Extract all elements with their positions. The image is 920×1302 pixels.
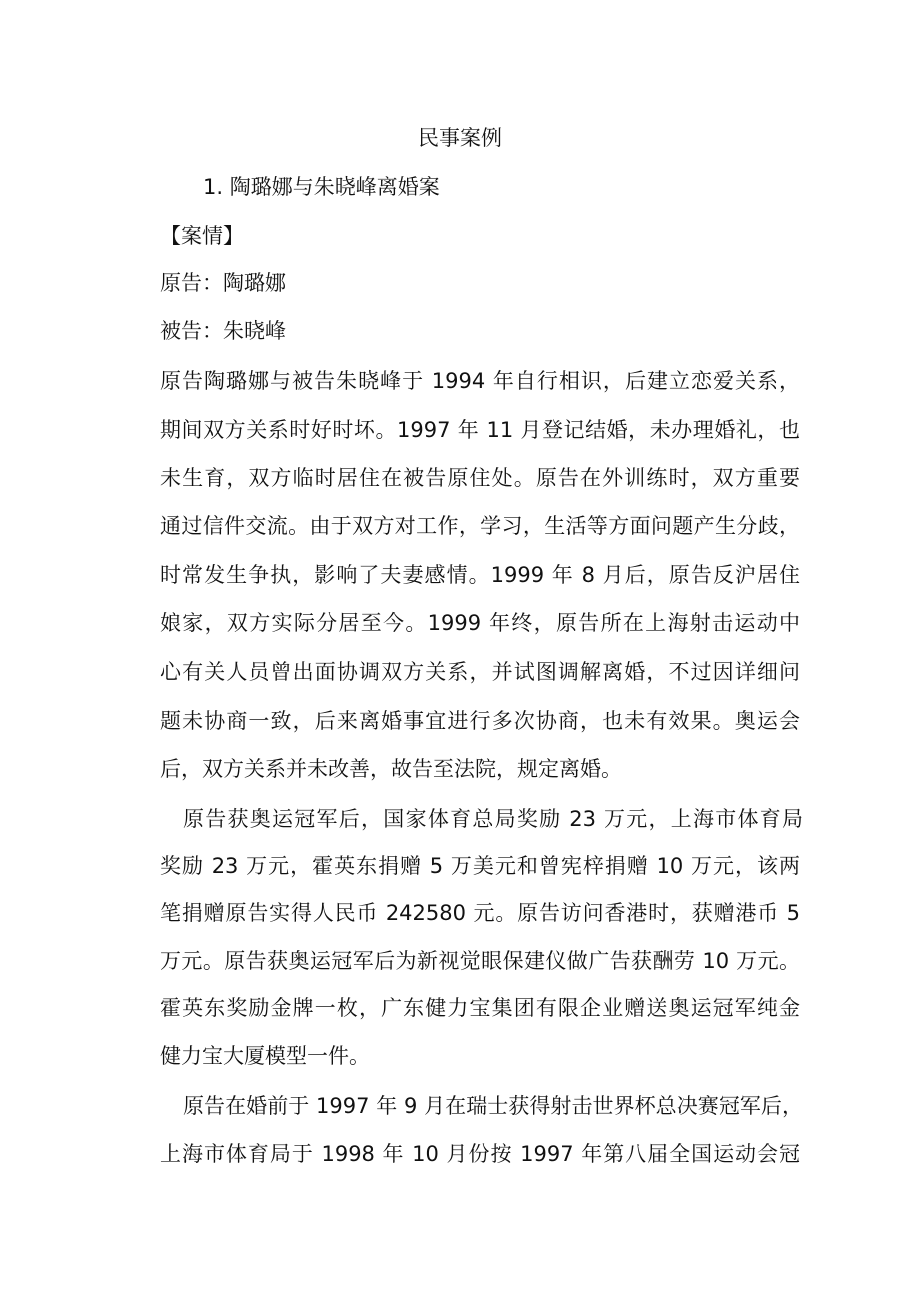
section-label: 【案情】 xyxy=(160,224,244,248)
paragraph-line: 娘家，双方实际分居至今。1999 年终，原告所在上海射击运动中 xyxy=(160,611,800,635)
paragraph-line: 题未协商一致，后来离婚事宜进行多次协商，也未有效果。奥运会 xyxy=(160,709,800,733)
paragraph-line: 原告在婚前于 1997 年 9 月在瑞士获得射击世界杯总决赛冠军后， xyxy=(183,1094,803,1118)
paragraph-line: 后，双方关系并未改善，故告至法院，规定离婚。 xyxy=(160,757,622,781)
paragraph-line: 心有关人员曾出面协调双方关系，并试图调解离婚，不过因详细问 xyxy=(160,660,800,684)
paragraph-line: 奖励 23 万元，霍英东捐赠 5 万美元和曾宪梓捐赠 10 万元，该两 xyxy=(160,854,800,878)
defendant-line: 被告：朱晓峰 xyxy=(160,319,286,343)
document-title: 民事案例 xyxy=(418,126,502,150)
paragraph-line: 原告获奥运冠军后，国家体育总局奖励 23 万元，上海市体育局 xyxy=(183,807,803,831)
paragraph-line: 通过信件交流。由于双方对工作，学习，生活等方面问题产生分歧， xyxy=(160,514,800,538)
paragraph-line: 时常发生争执，影响了夫妻感情。1999 年 8 月后，原告反沪居住 xyxy=(160,563,800,587)
case-heading: 1. 陶璐娜与朱晓峰离婚案 xyxy=(203,175,440,199)
paragraph-line: 霍英东奖励金牌一枚，广东健力宝集团有限企业赠送奥运冠军纯金 xyxy=(160,996,800,1020)
paragraph-line: 期间双方关系时好时坏。1997 年 11 月登记结婚，未办理婚礼，也 xyxy=(160,418,800,442)
paragraph-line: 万元。原告获奥运冠军后为新视觉眼保建仪做广告获酬劳 10 万元。 xyxy=(160,949,800,973)
paragraph-line: 原告陶璐娜与被告朱晓峰于 1994 年自行相识，后建立恋爱关系， xyxy=(160,369,800,393)
paragraph-line: 未生育，双方临时居住在被告原住处。原告在外训练时，双方重要 xyxy=(160,466,800,490)
paragraph-line: 上海市体育局于 1998 年 10 月份按 1997 年第八届全国运动会冠 xyxy=(160,1142,800,1166)
paragraph-line: 健力宝大厦模型一件。 xyxy=(160,1044,370,1068)
plaintiff-line: 原告：陶璐娜 xyxy=(160,271,286,295)
paragraph-line: 笔捐赠原告实得人民币 242580 元。原告访问香港时，获赠港币 5 xyxy=(160,901,800,925)
